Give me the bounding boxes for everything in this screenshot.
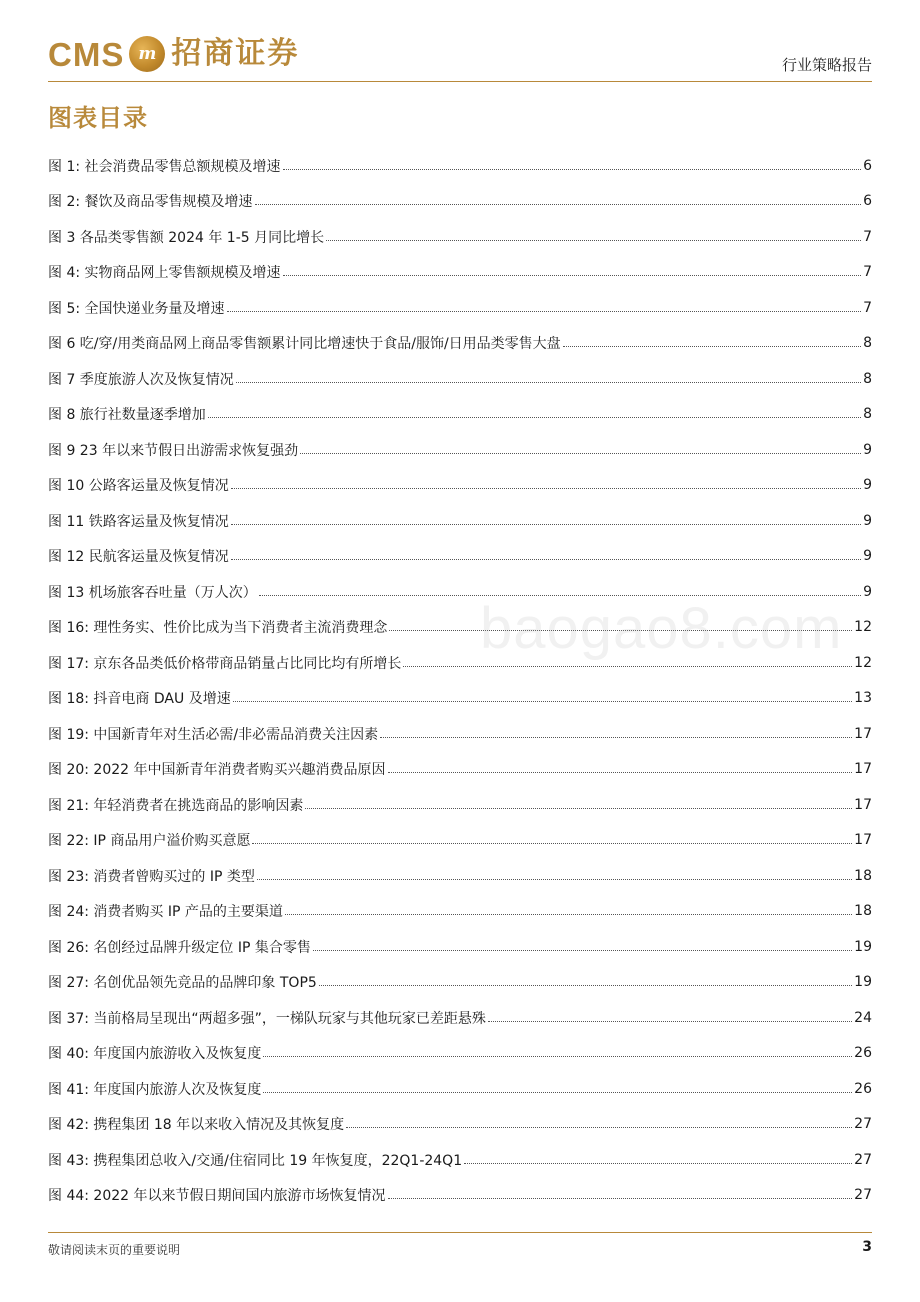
toc-entry[interactable] bbox=[48, 219, 872, 255]
toc-entry-page: 12 bbox=[854, 654, 872, 671]
toc-entry-page: 27 bbox=[854, 1187, 872, 1204]
toc-entry-page: 17 bbox=[854, 761, 872, 778]
toc-entry-label: 图 21: 年轻消费者在挑选商品的影响因素 bbox=[48, 797, 304, 814]
logo-chinese-name: 招商证券 bbox=[171, 36, 300, 71]
figure-list bbox=[48, 148, 872, 1213]
toc-entry[interactable] bbox=[48, 184, 872, 220]
toc-entry[interactable] bbox=[48, 1178, 872, 1214]
toc-entry-page: 26 bbox=[854, 1080, 872, 1097]
toc-entry-label: 图 2: 餐饮及商品零售规模及增速 bbox=[48, 194, 253, 211]
toc-entry-label: 图 37: 当前格局呈现出“两超多强”，一梯队玩家与其他玩家已差距悬殊 bbox=[48, 1010, 486, 1027]
toc-entry-page: 8 bbox=[863, 370, 872, 387]
toc-dot-leader bbox=[488, 1020, 852, 1022]
toc-entry-label: 图 16: 理性务实、性价比成为当下消费者主流消费理念 bbox=[48, 620, 388, 637]
toc-entry[interactable] bbox=[48, 610, 872, 646]
toc-entry-page: 8 bbox=[863, 335, 872, 352]
toc-dot-leader bbox=[285, 913, 852, 915]
toc-entry[interactable] bbox=[48, 681, 872, 717]
toc-dot-leader bbox=[563, 345, 861, 347]
toc-dot-leader bbox=[231, 558, 861, 560]
toc-entry-label: 图 24: 消费者购买 IP 产品的主要渠道 bbox=[48, 904, 283, 921]
toc-dot-leader bbox=[380, 736, 852, 738]
toc-entry-label: 图 5: 全国快递业务量及增速 bbox=[48, 300, 225, 317]
toc-entry-label: 图 7 季度旅游人次及恢复情况 bbox=[48, 371, 234, 388]
toc-dot-leader bbox=[319, 984, 852, 986]
toc-entry-label: 图 12 民航客运量及恢复情况 bbox=[48, 549, 229, 566]
toc-entry-label: 图 42: 携程集团 18 年以来收入情况及其恢复度 bbox=[48, 1117, 345, 1134]
header-divider bbox=[48, 81, 872, 82]
toc-entry-label: 图 27: 名创优品领先竞品的品牌印象 TOP5 bbox=[48, 975, 317, 992]
toc-dot-leader bbox=[403, 665, 852, 667]
toc-entry-page: 6 bbox=[863, 157, 872, 174]
toc-dot-leader bbox=[389, 629, 852, 631]
toc-dot-leader bbox=[259, 594, 861, 596]
toc-dot-leader bbox=[313, 949, 852, 951]
toc-dot-leader bbox=[231, 523, 861, 525]
page-header bbox=[48, 30, 872, 82]
toc-dot-leader bbox=[231, 487, 861, 489]
toc-dot-leader bbox=[236, 381, 861, 383]
toc-dot-leader bbox=[283, 274, 862, 276]
toc-entry-page: 6 bbox=[863, 193, 872, 210]
toc-entry[interactable] bbox=[48, 1107, 872, 1143]
toc-title: 图表目录 bbox=[48, 103, 148, 132]
toc-entry[interactable] bbox=[48, 290, 872, 326]
toc-entry-label: 图 23: 消费者曾购买过的 IP 类型 bbox=[48, 868, 255, 885]
toc-dot-leader bbox=[388, 771, 853, 773]
toc-entry-label: 图 11 铁路客运量及恢复情况 bbox=[48, 513, 229, 530]
cms-logo bbox=[48, 32, 299, 76]
toc-entry-page: 7 bbox=[863, 299, 872, 316]
toc-entry-label: 图 9 23 年以来节假日出游需求恢复强劲 bbox=[48, 442, 299, 459]
toc-entry-label: 图 10 公路客运量及恢复情况 bbox=[48, 478, 229, 495]
toc-entry-label: 图 19: 中国新青年对生活必需/非必需品消费关注因素 bbox=[48, 726, 379, 743]
toc-entry-page: 19 bbox=[854, 938, 872, 955]
toc-entry[interactable] bbox=[48, 148, 872, 184]
toc-entry-page: 9 bbox=[863, 441, 872, 458]
toc-entry[interactable] bbox=[48, 1142, 872, 1178]
toc-entry[interactable] bbox=[48, 1000, 872, 1036]
footer-disclaimer: 敬请阅读末页的重要说明 bbox=[48, 1243, 181, 1257]
toc-dot-leader bbox=[388, 1197, 853, 1199]
toc-entry[interactable] bbox=[48, 432, 872, 468]
toc-entry-label: 图 17: 京东各品类低价格带商品销量占比同比均有所增长 bbox=[48, 655, 402, 672]
toc-entry-page: 9 bbox=[863, 583, 872, 600]
toc-entry[interactable] bbox=[48, 645, 872, 681]
toc-entry[interactable] bbox=[48, 823, 872, 859]
footer-divider bbox=[48, 1232, 872, 1233]
toc-dot-leader bbox=[464, 1162, 852, 1164]
toc-entry[interactable] bbox=[48, 965, 872, 1001]
toc-entry-page: 24 bbox=[854, 1009, 872, 1026]
toc-dot-leader bbox=[300, 452, 861, 454]
toc-entry[interactable] bbox=[48, 574, 872, 610]
toc-entry[interactable] bbox=[48, 326, 872, 362]
toc-entry-page: 19 bbox=[854, 974, 872, 991]
toc-entry-label: 图 41: 年度国内旅游人次及恢复度 bbox=[48, 1081, 262, 1098]
toc-entry[interactable] bbox=[48, 752, 872, 788]
toc-entry-label: 图 26: 名创经过品牌升级定位 IP 集合零售 bbox=[48, 939, 311, 956]
logo-emblem-icon: m bbox=[129, 36, 165, 72]
logo-cms-text: CMS bbox=[48, 35, 125, 73]
toc-dot-leader bbox=[257, 878, 852, 880]
toc-entry-page: 17 bbox=[854, 832, 872, 849]
toc-entry[interactable] bbox=[48, 894, 872, 930]
toc-entry[interactable] bbox=[48, 361, 872, 397]
toc-entry-page: 12 bbox=[854, 619, 872, 636]
toc-entry[interactable] bbox=[48, 929, 872, 965]
toc-entry[interactable] bbox=[48, 787, 872, 823]
toc-entry-page: 18 bbox=[854, 903, 872, 920]
toc-entry-label: 图 40: 年度国内旅游收入及恢复度 bbox=[48, 1046, 262, 1063]
toc-entry-page: 7 bbox=[863, 264, 872, 281]
toc-entry[interactable] bbox=[48, 539, 872, 575]
toc-entry[interactable] bbox=[48, 397, 872, 433]
toc-entry-page: 9 bbox=[863, 477, 872, 494]
toc-entry[interactable] bbox=[48, 716, 872, 752]
toc-entry-label: 图 43: 携程集团总收入/交通/住宿同比 19 年恢复度，22Q1-24Q1 bbox=[48, 1152, 463, 1169]
toc-dot-leader bbox=[233, 700, 852, 702]
toc-entry-page: 9 bbox=[863, 548, 872, 565]
toc-dot-leader bbox=[208, 416, 861, 418]
report-type-label: 行业策略报告 bbox=[781, 56, 872, 74]
toc-entry-page: 27 bbox=[854, 1151, 872, 1168]
toc-entry-label: 图 18: 抖音电商 DAU 及增速 bbox=[48, 691, 231, 708]
toc-entry-label: 图 8 旅行社数量逐季增加 bbox=[48, 407, 206, 424]
toc-entry-page: 18 bbox=[854, 867, 872, 884]
toc-entry-label: 图 20: 2022 年中国新青年消费者购买兴趣消费品原因 bbox=[48, 762, 386, 779]
toc-entry-label: 图 4: 实物商品网上零售额规模及增速 bbox=[48, 265, 281, 282]
toc-entry-label: 图 1: 社会消费品零售总额规模及增速 bbox=[48, 158, 281, 175]
toc-entry[interactable] bbox=[48, 858, 872, 894]
toc-dot-leader bbox=[263, 1055, 852, 1057]
toc-dot-leader bbox=[326, 239, 861, 241]
toc-dot-leader bbox=[227, 310, 862, 312]
toc-entry-page: 7 bbox=[863, 228, 872, 245]
toc-entry-page: 8 bbox=[863, 406, 872, 423]
toc-entry-page: 17 bbox=[854, 725, 872, 742]
toc-dot-leader bbox=[346, 1126, 852, 1128]
toc-dot-leader bbox=[283, 168, 862, 170]
toc-entry[interactable] bbox=[48, 503, 872, 539]
toc-entry[interactable] bbox=[48, 1036, 872, 1072]
toc-entry-label: 图 13 机场旅客吞吐量（万人次） bbox=[48, 584, 257, 601]
toc-entry-page: 26 bbox=[854, 1045, 872, 1062]
toc-entry[interactable] bbox=[48, 1071, 872, 1107]
toc-dot-leader bbox=[263, 1091, 852, 1093]
toc-entry-page: 17 bbox=[854, 796, 872, 813]
toc-entry[interactable] bbox=[48, 255, 872, 291]
toc-entry-label: 图 22: IP 商品用户溢价购买意愿 bbox=[48, 833, 251, 850]
toc-entry-page: 13 bbox=[854, 690, 872, 707]
toc-dot-leader bbox=[252, 842, 852, 844]
page-number: 3 bbox=[862, 1239, 872, 1255]
toc-entry-label: 图 3 各品类零售额 2024 年 1-5 月同比增长 bbox=[48, 229, 325, 246]
toc-dot-leader bbox=[255, 203, 862, 205]
toc-entry-page: 27 bbox=[854, 1116, 872, 1133]
toc-entry-page: 9 bbox=[863, 512, 872, 529]
toc-dot-leader bbox=[305, 807, 852, 809]
watermark: baogao8.com bbox=[480, 596, 843, 661]
toc-entry-label: 图 6 吃/穿/用类商品网上商品零售额累计同比增速快于食品/服饰/日用品类零售大盘 bbox=[48, 336, 561, 353]
toc-entry[interactable] bbox=[48, 468, 872, 504]
toc-entry-label: 图 44: 2022 年以来节假日期间国内旅游市场恢复情况 bbox=[48, 1188, 386, 1205]
